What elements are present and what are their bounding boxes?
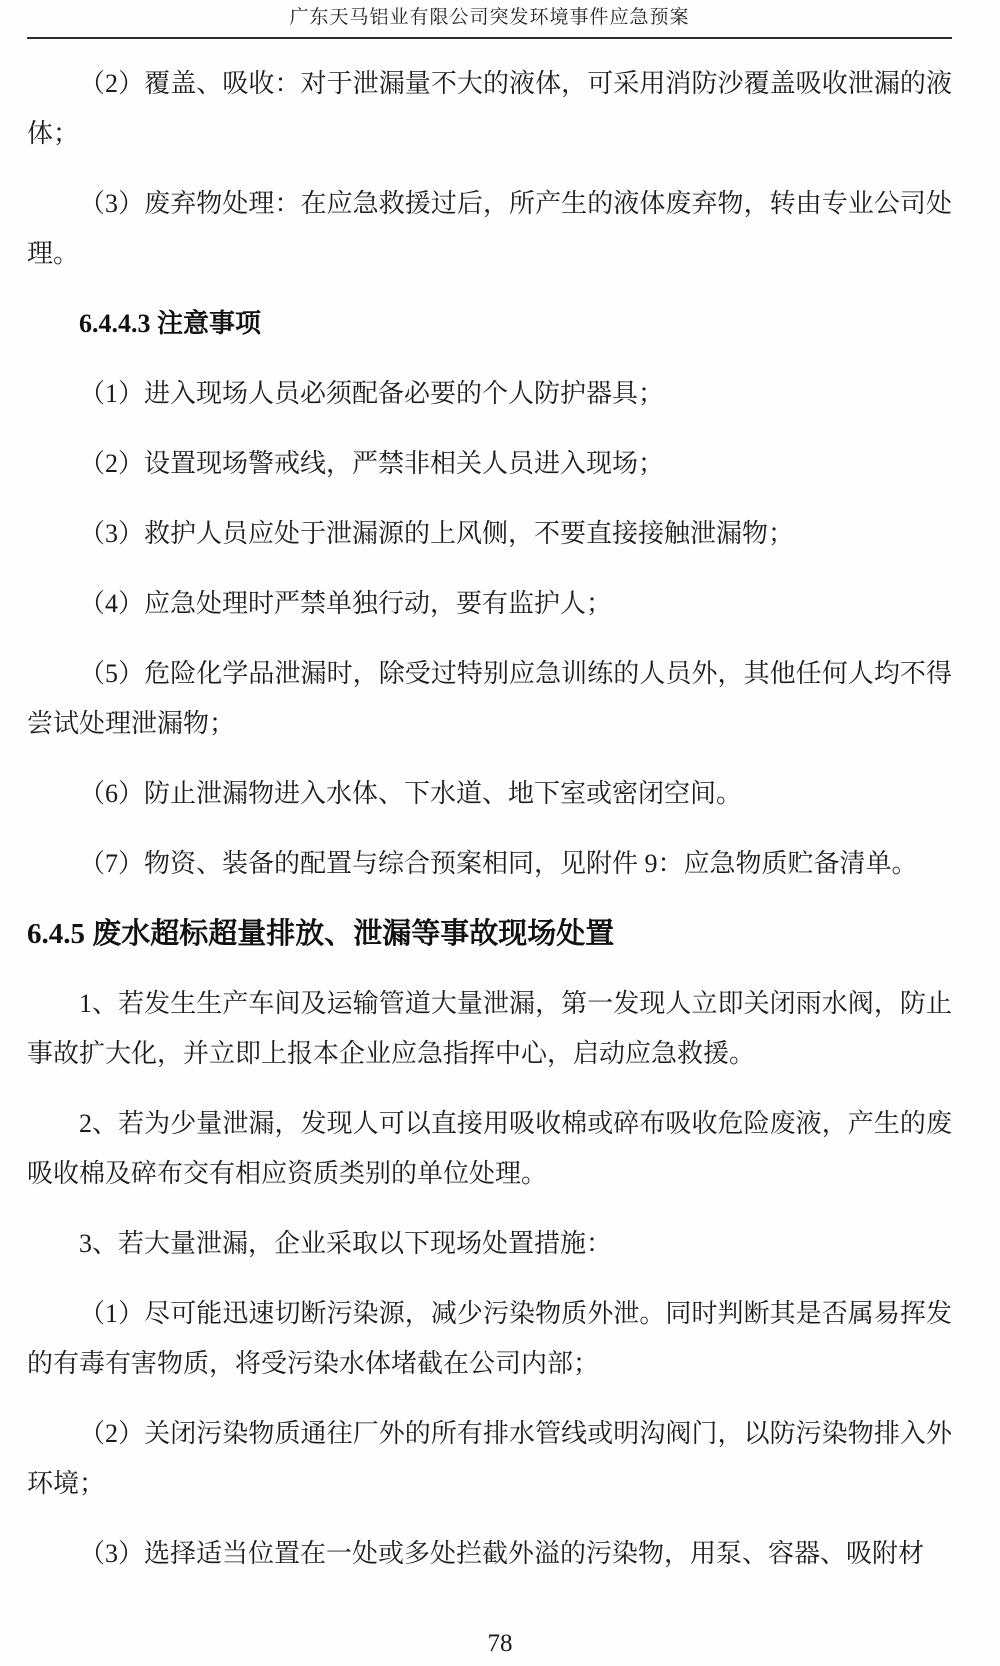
subsection-heading-6-4-4-3: 6.4.4.3 注意事项 <box>79 309 262 338</box>
section-heading-6-4-5: 6.4.5 废水超标超量排放、泄漏等事故现场处置 <box>27 918 615 950</box>
paragraph-wastewater-1: 1、若发生生产车间及运输管道大量泄漏，第一发现人立即关闭雨水阀，防止事故扩大化，并立即上报本企业应急指挥中心，启动应急救援。 <box>27 989 952 1068</box>
page-footer <box>0 1630 1000 1658</box>
paragraph-wastewater-3: 3、若大量泄漏，企业采取以下现场处置措施： <box>79 1229 613 1258</box>
paragraph-measure-3: （3）选择适当位置在一处或多处拦截外溢的污染物，用泵、容器、吸附材 <box>79 1539 925 1568</box>
paragraph-note-1: （1）进入现场人员必须配备必要的个人防护器具； <box>79 379 665 408</box>
paragraph-waste-disposal: （3）废弃物处理：在应急救援过后，所产生的液体废弃物，转由专业公司处理。 <box>27 189 952 268</box>
page-header <box>27 0 952 39</box>
document-body <box>0 39 1000 1579</box>
page-number: 78 <box>487 1630 513 1657</box>
paragraph-note-6: （6）防止泄漏物进入水体、下水道、地下室或密闭空间。 <box>79 779 743 808</box>
paragraph-cover-absorb: （2）覆盖、吸收：对于泄漏量不大的液体，可采用消防沙覆盖吸收泄漏的液体； <box>27 69 952 148</box>
paragraph-note-7: （7）物资、装备的配置与综合预案相同，见附件 9：应急物质贮备清单。 <box>79 849 918 878</box>
paragraph-measure-2: （2）关闭污染物质通往厂外的所有排水管线或明沟阀门，以防污染物排入外环境； <box>27 1419 952 1498</box>
paragraph-note-3: （3）救护人员应处于泄漏源的上风侧，不要直接接触泄漏物； <box>79 519 795 548</box>
paragraph-note-5: （5）危险化学品泄漏时，除受过特别应急训练的人员外，其他任何人均不得尝试处理泄漏物； <box>27 659 952 738</box>
paragraph-note-2: （2）设置现场警戒线，严禁非相关人员进入现场； <box>79 449 665 478</box>
paragraph-measure-1: （1）尽可能迅速切断污染源，减少污染物质外泄。同时判断其是否属易挥发的有毒有害物质，将受污染水体堵截在公司内部； <box>27 1299 952 1378</box>
header-title: 广东天马铝业有限公司突发环境事件应急预案 <box>289 7 690 28</box>
paragraph-note-4: （4）应急处理时严禁单独行动，要有监护人； <box>79 589 613 618</box>
paragraph-wastewater-2: 2、若为少量泄漏，发现人可以直接用吸收棉或碎布吸收危险废液，产生的废吸收棉及碎布交有相应资质类别的单位处理。 <box>27 1109 952 1188</box>
